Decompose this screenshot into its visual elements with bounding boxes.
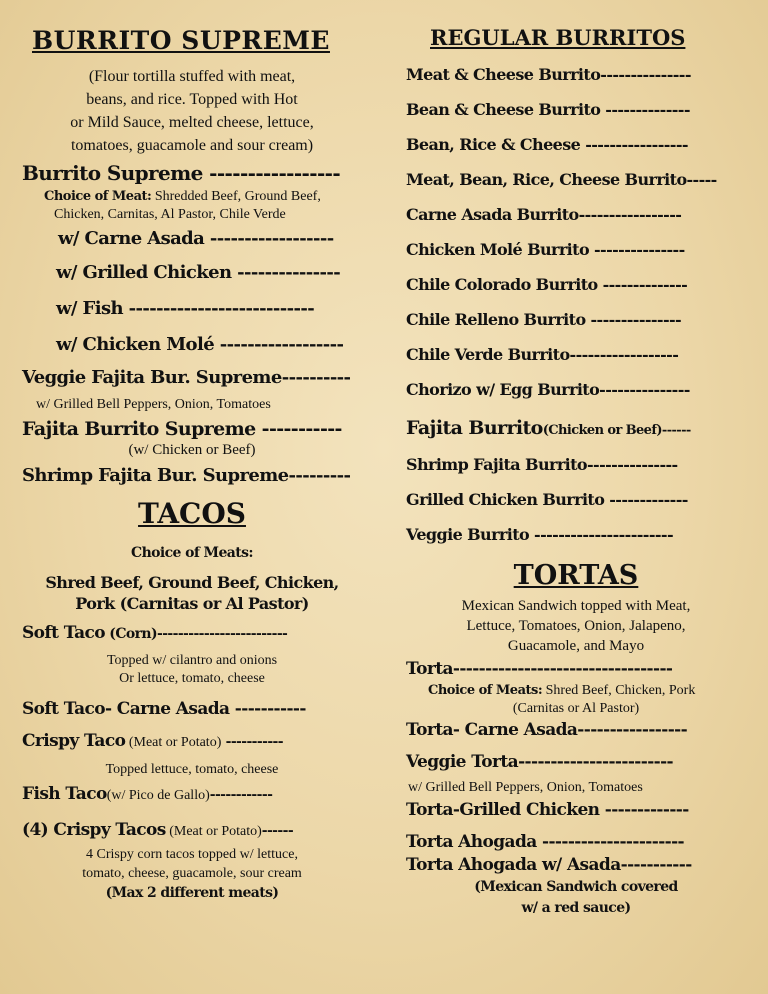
torta-ahogada-item: Torta Ahogada ---------------------- <box>406 832 685 852</box>
veggie-fajita-item: Veggie Fajita Bur. Supreme---------- <box>22 367 351 388</box>
four-crispy-desc-1: 4 Crispy corn tacos topped w/ lettuce, <box>86 847 298 862</box>
fajita-burrito-name: Fajita Burrito <box>406 417 543 439</box>
burrito-item: Chorizo w/ Egg Burrito--------------- <box>406 380 690 399</box>
crispy-taco-dashes: ----------- <box>221 734 283 750</box>
crispy-taco-option: (Meat or Potato) <box>125 735 222 750</box>
shrimp-fajita-item: Shrimp Fajita Bur. Supreme--------- <box>22 465 351 486</box>
supreme-desc-line-4: tomatoes, guacamole and sour cream) <box>70 137 314 154</box>
burrito-item: Meat & Cheese Burrito--------------- <box>406 65 691 84</box>
torta-grilled-chicken-item: Torta-Grilled Chicken ------------- <box>406 800 689 820</box>
supreme-desc-line-2: beans, and rice. Topped with Hot <box>86 91 298 108</box>
crispy-taco-item <box>22 731 283 751</box>
ahogada-desc-2: w/ a red sauce) <box>521 900 631 916</box>
burrito-item: Bean, Rice & Cheese ----------------- <box>406 135 688 154</box>
crispy-taco-desc: Topped lettuce, tomato, cheese <box>105 762 279 777</box>
soft-taco-desc-2: Or lettuce, tomato, cheese <box>119 671 265 686</box>
fish-taco-dashes: ------------ <box>209 787 273 803</box>
soft-taco-name: Soft Taco <box>22 623 106 643</box>
burrito-item: Chile Colorado Burrito -------------- <box>406 275 688 294</box>
tacos-title: TACOS <box>138 497 246 530</box>
tortas-desc-line-1: Mexican Sandwich topped with Meat, <box>461 598 691 614</box>
fajita-burrito-item <box>406 417 691 439</box>
torta-asada-item: Torta- Carne Asada----------------- <box>406 720 688 740</box>
veggie-fajita-desc: w/ Grilled Bell Peppers, Onion, Tomatoes <box>36 397 271 412</box>
tacos-meats-line-1: Shred Beef, Ground Beef, Chicken, <box>45 573 339 592</box>
grilled-chicken-item: w/ Grilled Chicken --------------- <box>56 262 341 283</box>
fish-taco-item <box>22 784 272 804</box>
choice-of-meat-label: Choice of Meat: <box>44 189 152 204</box>
burrito-item: Shrimp Fajita Burrito--------------- <box>406 455 678 474</box>
supreme-desc-line-3: or Mild Sauce, melted cheese, lettuce, <box>70 114 314 131</box>
burrito-item: Chile Relleno Burrito --------------- <box>406 310 682 329</box>
crispy-taco-name: Crispy Taco <box>22 731 126 751</box>
burrito-item: Veggie Burrito ----------------------- <box>406 525 673 544</box>
soft-taco-asada-item: Soft Taco- Carne Asada ----------- <box>22 699 306 719</box>
tortas-title: TORTAS <box>513 560 639 591</box>
tacos-choice-label: Choice of Meats: <box>131 545 253 561</box>
soft-taco-desc-1: Topped w/ cilantro and onions <box>106 653 278 668</box>
burrito-item: Meat, Bean, Rice, Cheese Burrito----- <box>406 170 717 189</box>
tortas-desc-line-2: Lettuce, Tomatoes, Onion, Jalapeno, <box>466 618 686 634</box>
four-crispy-desc-3: (Max 2 different meats) <box>105 885 279 901</box>
soft-taco-item <box>22 623 287 643</box>
supreme-meat-choice <box>44 189 321 205</box>
veggie-torta-item: Veggie Torta------------------------ <box>406 752 674 772</box>
four-crispy-desc-2: tomato, cheese, guacamole, sour cream <box>82 866 302 881</box>
torta-ahogada-asada-item: Torta Ahogada w/ Asada----------- <box>406 855 692 875</box>
four-crispy-option: (Meat or Potato) <box>165 824 262 839</box>
fajita-supreme-desc: (w/ Chicken or Beef) <box>128 442 256 458</box>
supreme-desc-line-1: (Flour tortilla stuffed with meat, <box>88 68 296 85</box>
chicken-mole-item: w/ Chicken Molé ------------------ <box>56 334 344 355</box>
torta-item: Torta---------------------------------- <box>406 659 673 679</box>
fajita-burrito-dashes: ------ <box>661 423 691 438</box>
supreme-meat-choice-line-2: Chicken, Carnitas, Al Pastor, Chile Verde <box>54 207 286 222</box>
four-crispy-dashes: ------ <box>261 823 294 839</box>
burrito-item: Chicken Molé Burrito --------------- <box>406 240 685 259</box>
choice-of-meat-text: Shredded Beef, Ground Beef, <box>151 189 321 204</box>
soft-taco-corn: (Corn) <box>105 626 157 642</box>
fish-taco-option: (w/ Pico de Gallo) <box>106 788 210 803</box>
four-crispy-name: (4) Crispy Tacos <box>22 820 166 840</box>
torta-meat-choice <box>428 683 695 699</box>
fajita-burrito-option: (Chicken or Beef) <box>542 423 662 438</box>
burrito-supreme-title: BURRITO SUPREME <box>32 26 330 55</box>
burrito-item: Chile Verde Burrito------------------ <box>406 345 679 364</box>
four-crispy-item <box>22 820 293 840</box>
soft-taco-dashes: ------------------------- <box>157 626 288 642</box>
burrito-supreme-item: Burrito Supreme ----------------- <box>22 161 341 185</box>
veggie-torta-desc: w/ Grilled Bell Peppers, Onion, Tomatoes <box>408 780 643 795</box>
fish-item: w/ Fish --------------------------- <box>56 298 315 319</box>
burrito-item: Grilled Chicken Burrito ------------- <box>406 490 688 509</box>
torta-choice-text: Shred Beef, Chicken, Pork <box>542 683 696 698</box>
torta-choice-line-2: (Carnitas or Al Pastor) <box>512 701 640 716</box>
carne-asada-item: w/ Carne Asada ------------------ <box>58 228 334 249</box>
fajita-supreme-item: Fajita Burrito Supreme ----------- <box>22 418 342 440</box>
burrito-item: Bean & Cheese Burrito -------------- <box>406 100 690 119</box>
ahogada-desc-1: (Mexican Sandwich covered <box>474 879 678 895</box>
torta-choice-label: Choice of Meats: <box>428 683 543 698</box>
tortas-desc-line-3: Guacamole, and Mayo <box>507 638 645 654</box>
tacos-meats-line-2: Pork (Carnitas or Al Pastor) <box>75 594 309 613</box>
fish-taco-name: Fish Taco <box>22 784 107 804</box>
regular-burritos-title: REGULAR BURRITOS <box>430 25 686 50</box>
burrito-item: Carne Asada Burrito----------------- <box>406 205 682 224</box>
